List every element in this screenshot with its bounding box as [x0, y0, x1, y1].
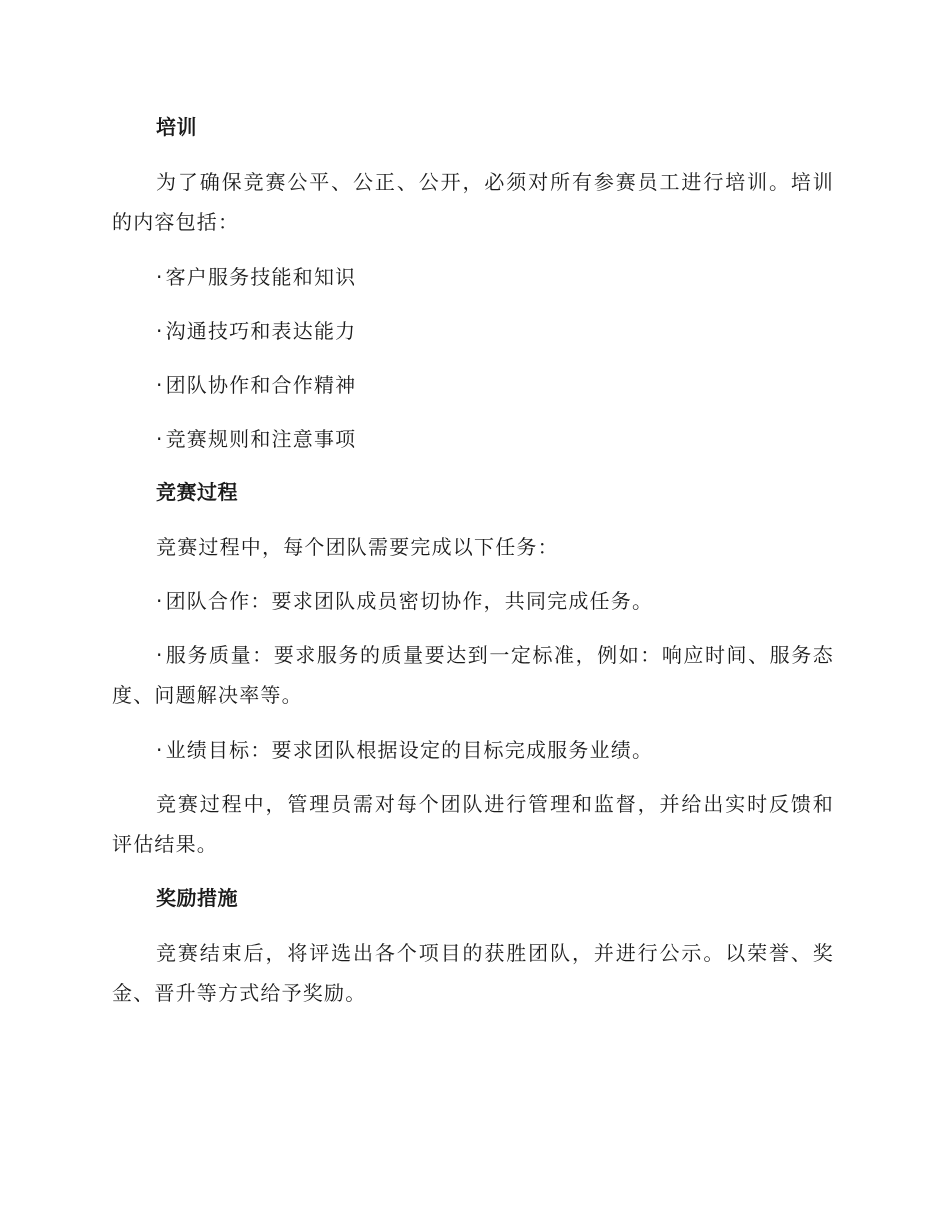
- section-heading-process: 竞赛过程: [156, 480, 238, 504]
- bullet-text: 业绩目标：要求团队根据设定的目标完成服务业绩。: [165, 738, 654, 762]
- process-bullet-3: [112, 730, 834, 770]
- training-intro: 为了确保竞赛公平、公正、公开，必须对所有参赛员工进行培训。培训的内容包括：: [112, 170, 834, 234]
- training-bullet-4: [112, 419, 834, 459]
- training-bullet-3: [112, 365, 834, 405]
- process-bullet-1: [112, 581, 834, 621]
- bullet-text: 团队合作：要求团队成员密切协作，共同完成任务。: [165, 589, 654, 613]
- bullet-dot: ·: [156, 643, 164, 667]
- bullet-dot: ·: [156, 427, 164, 451]
- bullet-text: 团队协作和合作精神: [165, 373, 357, 397]
- training-bullet-2: [112, 311, 834, 351]
- process-bullet-2: [112, 635, 834, 715]
- training-bullet-1: [112, 257, 834, 297]
- section-heading-training: 培训: [156, 115, 197, 139]
- bullet-dot: ·: [156, 589, 164, 613]
- bullet-dot: ·: [156, 319, 164, 343]
- bullet-text: 竞赛规则和注意事项: [165, 427, 357, 451]
- document-content: [112, 108, 834, 1028]
- bullet-text: 沟通技巧和表达能力: [165, 319, 357, 343]
- process-closing: 竞赛过程中，管理员需对每个团队进行管理和监督，并给出实时反馈和评估结果。: [112, 792, 834, 856]
- bullet-text: 客户服务技能和知识: [165, 265, 357, 289]
- section-heading-rewards: 奖励措施: [156, 886, 238, 910]
- process-intro: 竞赛过程中，每个团队需要完成以下任务：: [156, 535, 559, 559]
- bullet-dot: ·: [156, 265, 164, 289]
- bullet-dot: ·: [156, 738, 164, 762]
- rewards-body: 竞赛结束后，将评选出各个项目的获胜团队，并进行公示。以荣誉、奖金、晋升等方式给予奖励。: [112, 941, 834, 1005]
- bullet-text: 服务质量：要求服务的质量要达到一定标准，例如：响应时间、服务态度、问题解决率等。: [112, 643, 834, 707]
- bullet-dot: ·: [156, 373, 164, 397]
